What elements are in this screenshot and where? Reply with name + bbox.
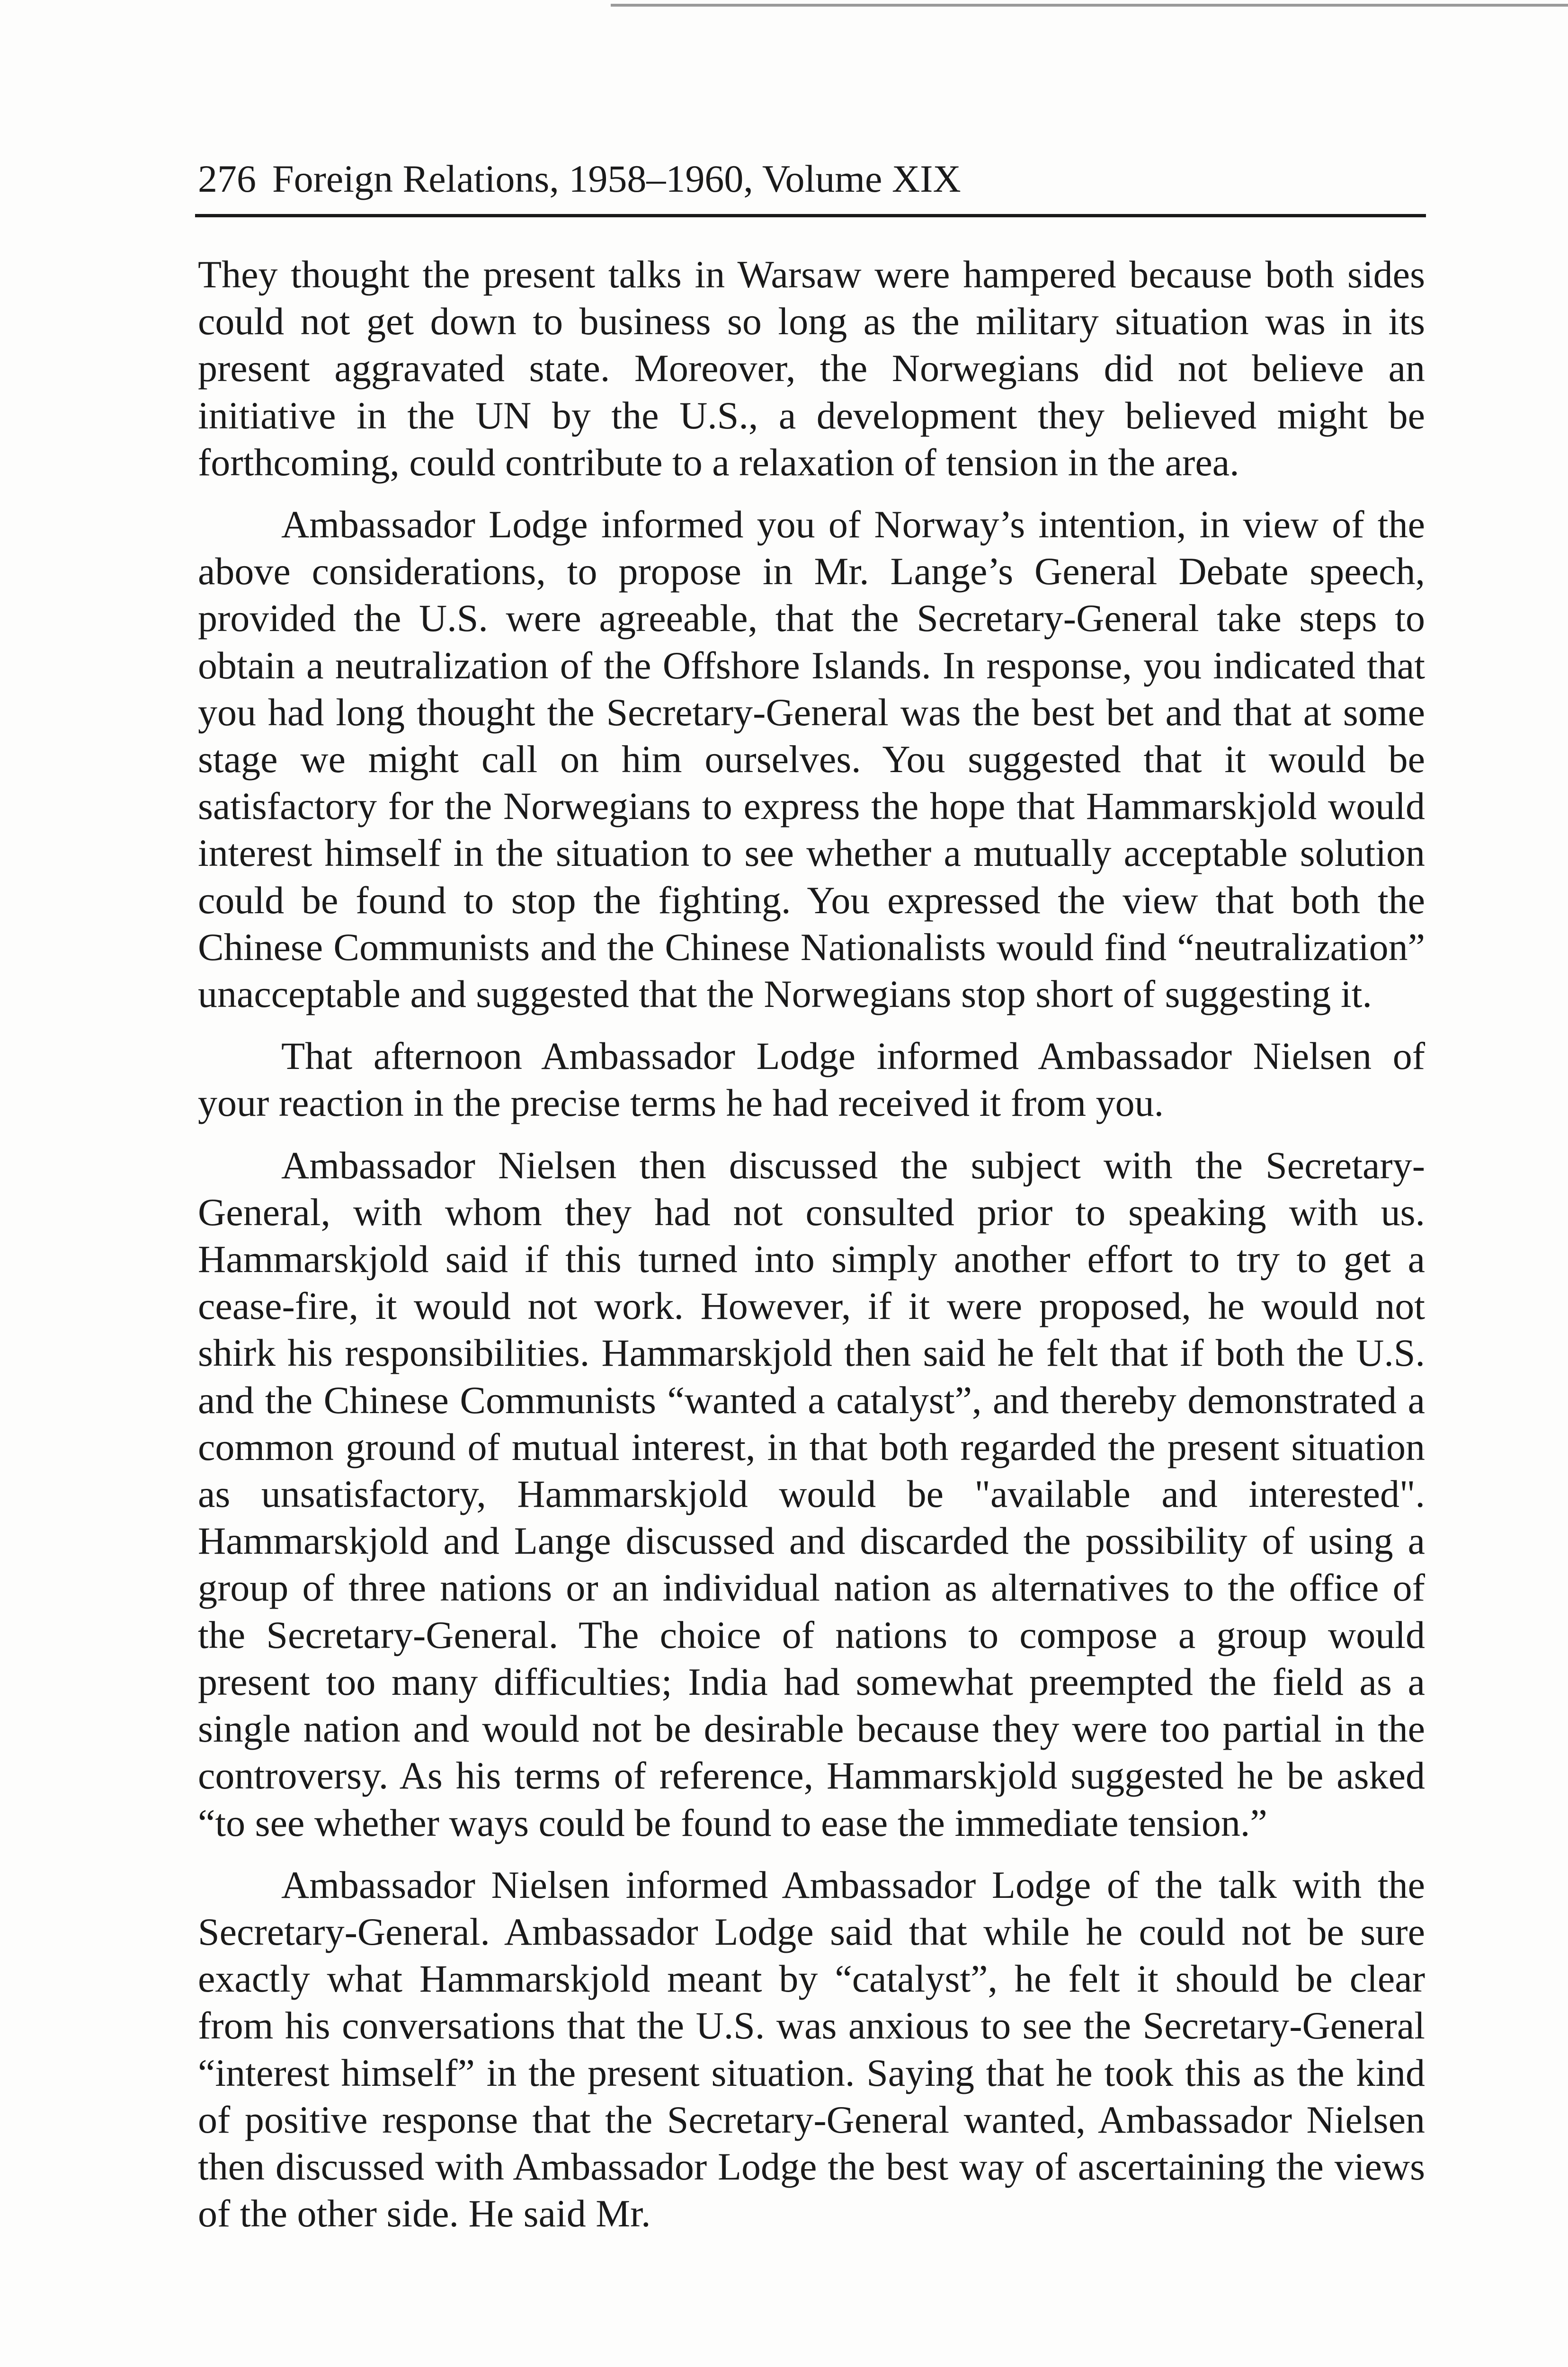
paragraph-5: Ambassador Nielsen informed Ambassador Lodge of the talk with the Secretary-General. Ambassador Lodge said that while he could not be sure exactly what Hammarskjold meant by “catalyst”, he felt it should be clear from his conversations that the U.S. was anxious to see the Secretary-General “interest himself” in the present situation. Saying that he took this as the kind of positive response that the Secretary-General wanted, Ambassador Nielsen then discussed with Ambassador Lodge the best way of ascertaining the views of the other side. He said Mr.: [198, 1863, 1425, 2235]
running-head: [198, 151, 1429, 207]
book-title: Foreign Relations, 1958–1960, Volume XIX: [272, 157, 961, 200]
paragraph-1: They thought the present talks in Warsaw were hampered because both sides could not get down to business so long as the military situation was in its present aggravated state. Moreover, the Norwegians did not believe an initiative in the UN by the U.S., a development they believed might be forthcoming, could contribute to a relaxation of tension in the area.: [198, 253, 1425, 484]
paragraph-2: Ambassador Lodge informed you of Norway’s intention, in view of the above considerations, to propose in Mr. Lange’s General Debate speech, provided the U.S. were agreeable, that the Secretary-General take steps to obtain a neutralization of the Offshore Islands. In response, you indicated that you had long thought the Secretary-General was the best bet and that at some stage we might call on him ourselves. You suggested that it would be satisfactory for the Norwegians to express the hope that Hammarskjold would interest himself in the situation to see whether a mutually acceptable solution could be found to stop the fighting. You expressed the view that both the Chinese Communists and the Chinese Nationalists would find “neutralization” unacceptable and suggested that the Norwegians stop short of suggesting it.: [198, 503, 1425, 1016]
header-rule: [195, 214, 1426, 217]
paragraph-4: Ambassador Nielsen then discussed the subject with the Secretary-General, with whom they had not consulted prior to speaking with us. Hammarskjold said if this turned into simply another effort to try to get a cease-fire, it would not work. However, if it were proposed, he would not shirk his responsibilities. Hammarskjold then said he felt that if both the U.S. and the Chinese Communists “wanted a catalyst”, and thereby demonstrated a common ground of mutual interest, in that both regarded the present situation as unsatisfactory, Hammarskjold would be "available and interested". Hammarskjold and Lange discussed and discarded the possibility of using a group of three nations or an individual nation as alternatives to the office of the Secretary-General. The choice of nations to compose a group would present too many difficulties; India had somewhat preempted the field as a single nation and would not be desirable because they were too partial in the controversy. As his terms of reference, Hammarskjold suggested he be asked “to see whether ways could be found to ease the immediate tension.”: [198, 1143, 1425, 1844]
page-number: 276: [198, 157, 256, 200]
scan-edge-rule: [611, 4, 1568, 7]
body-text: [198, 251, 1425, 2237]
paragraph-3: That afternoon Ambassador Lodge informed Ambassador Nielsen of your reaction in the precise terms he had received it from you.: [198, 1034, 1425, 1125]
